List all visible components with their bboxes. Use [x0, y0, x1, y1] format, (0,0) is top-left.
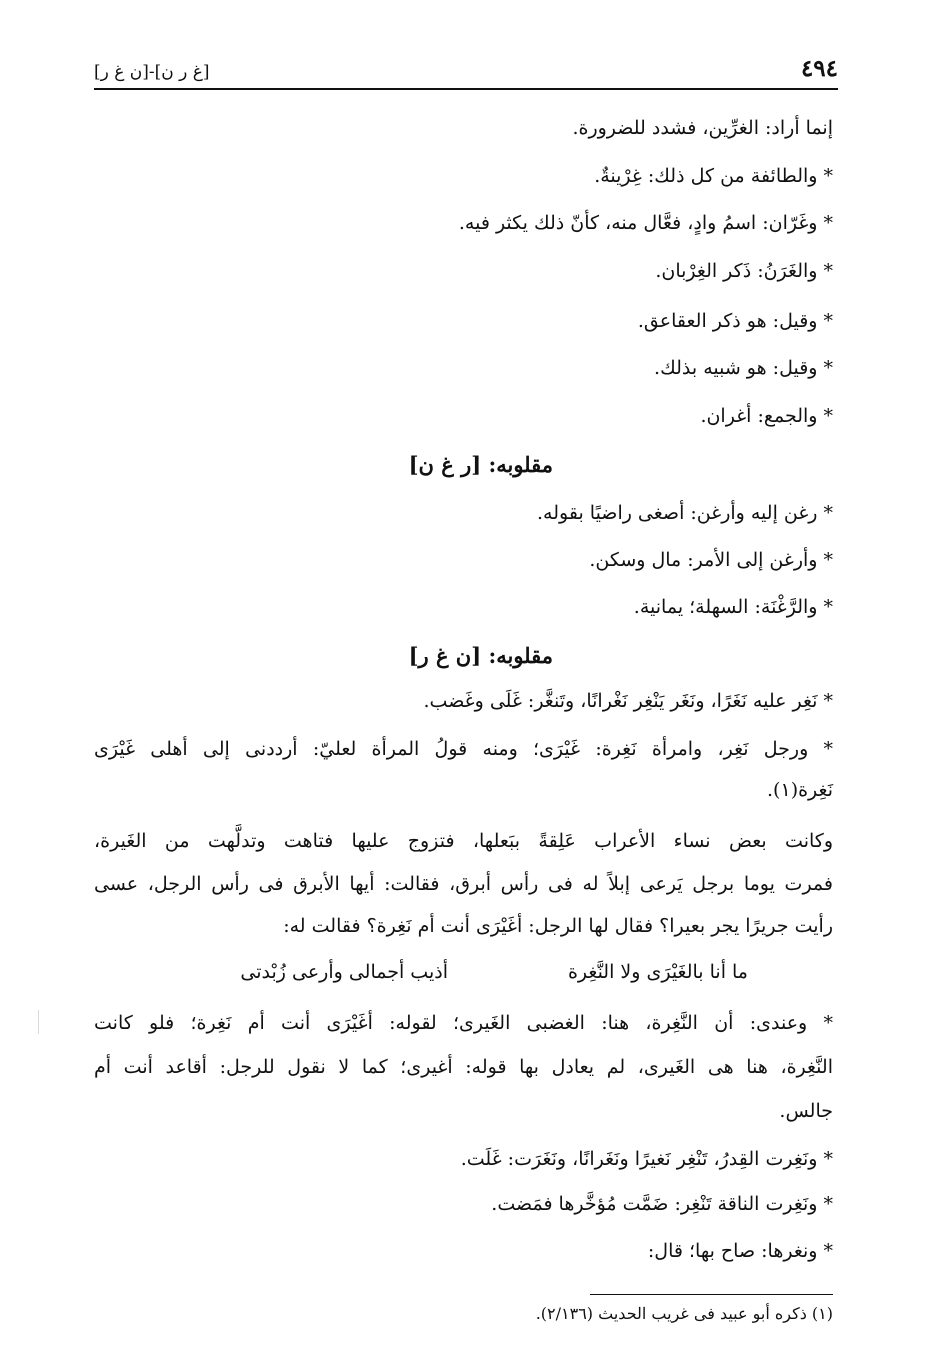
page-number: ٤٩٤ — [800, 55, 838, 82]
verse-first-hemistich: ما أنا بالغَيْرَى ولا النَّغِرة — [567, 961, 748, 983]
text-line: * ونَغِرت القِدرُ، تَنْغِر نَغيرًا ونَغَرانًا، ونَغَرَت: غَلَت. — [460, 1148, 833, 1170]
section-heading-n-gh-r: مقلوبه: [ن غ ر] — [408, 643, 553, 668]
text-line: النَّغِرة، هنا هى الغَيرى، لم يعادل بها قوله: أغيرى؛ كما لا نقول للرجل: أقاعد أنت أم — [94, 1056, 833, 1078]
text-line: إنما أراد: الغرِّين، فشدد للضرورة. — [572, 117, 833, 139]
text-line: نَغِرة(١). — [767, 779, 833, 801]
footnote-divider — [590, 1294, 833, 1295]
text-line: وكانت بعض نساء الأعراب عَلِقةً ببَعلها، فتزوج عليها فتاهت وتدلَّهت من الغَيرة، — [94, 830, 833, 852]
text-line: * وقيل: هو ذكر العقاعق. — [637, 310, 833, 332]
text-line: رأيت جريرًا يجر بعيرا؟ فقال لها الرجل: أغَيْرَى أنت أم نَغِرة؟ فقالت له: — [283, 915, 833, 937]
text-line: * نَغِر عليه نَغَرًا، ونَغَر يَنْغِر نَغْرانًا، وتَنغَّر: غَلَى وغَضب. — [423, 690, 833, 712]
footnote: (١) ذكره أبو عبيد فى غريب الحديث (٢/١٣٦). — [535, 1304, 833, 1323]
text-line: * ورجل نَغِر، وامرأة نَغِرة: غَيْرَى؛ ومنه قولُ المرأة لعليّ: أرددنى إلى أهلى غَيْرَى — [94, 738, 833, 760]
text-line: * وغَرّان: اسمُ وادٍ، فعَّال منه، كأنّ ذلك يكثر فيه. — [458, 212, 833, 234]
text-line: فمرت يوما برجل يَرعى إبلاً له فى رأس أبرق، فقالت: أيها الأبرق فى رأس الرجل، عسى — [94, 873, 833, 895]
text-line: * رغن إليه وأرغن: أصغى راضيًا بقوله. — [537, 502, 833, 524]
text-line: * ونَغِرت الناقة تَنْغِر: ضَمَّت مُؤخَّرها فمَضت. — [491, 1193, 833, 1215]
text-line: * وعندى: أن النَّغِرة، هنا: الغضبى الغَيرى؛ لقوله: أغَيْرَى أنت أم نَغِرة؛ فلو كانت — [94, 1012, 833, 1034]
text-line: * ونغرها: صاح بها؛ قال: — [647, 1240, 833, 1262]
text-line: * والغَرَنُ: ذَكر الغِرْبان. — [655, 260, 833, 282]
text-line: * والطائفة من كل ذلك: غِرْينةٌ. — [594, 165, 833, 187]
section-heading-r-gh-n: مقلوبه: [ر غ ن] — [408, 452, 553, 477]
page-header — [94, 52, 838, 82]
text-line: * والجمع: أغران. — [700, 405, 833, 427]
header-divider — [94, 88, 838, 90]
running-title: [غ ر ن]-[ن غ ر] — [94, 62, 210, 82]
text-line: * وأرغن إلى الأمر: مال وسكن. — [589, 549, 833, 571]
text-line: * والرَّغْنَة: السهلة؛ يمانية. — [633, 596, 833, 618]
verse-second-hemistich: أذيب أجمالى وأرعى زُبْدتى — [240, 961, 448, 983]
margin-mark — [38, 1010, 39, 1034]
text-line: جالس. — [779, 1100, 833, 1122]
text-line: * وقيل: هو شبيه بذلك. — [654, 357, 833, 379]
